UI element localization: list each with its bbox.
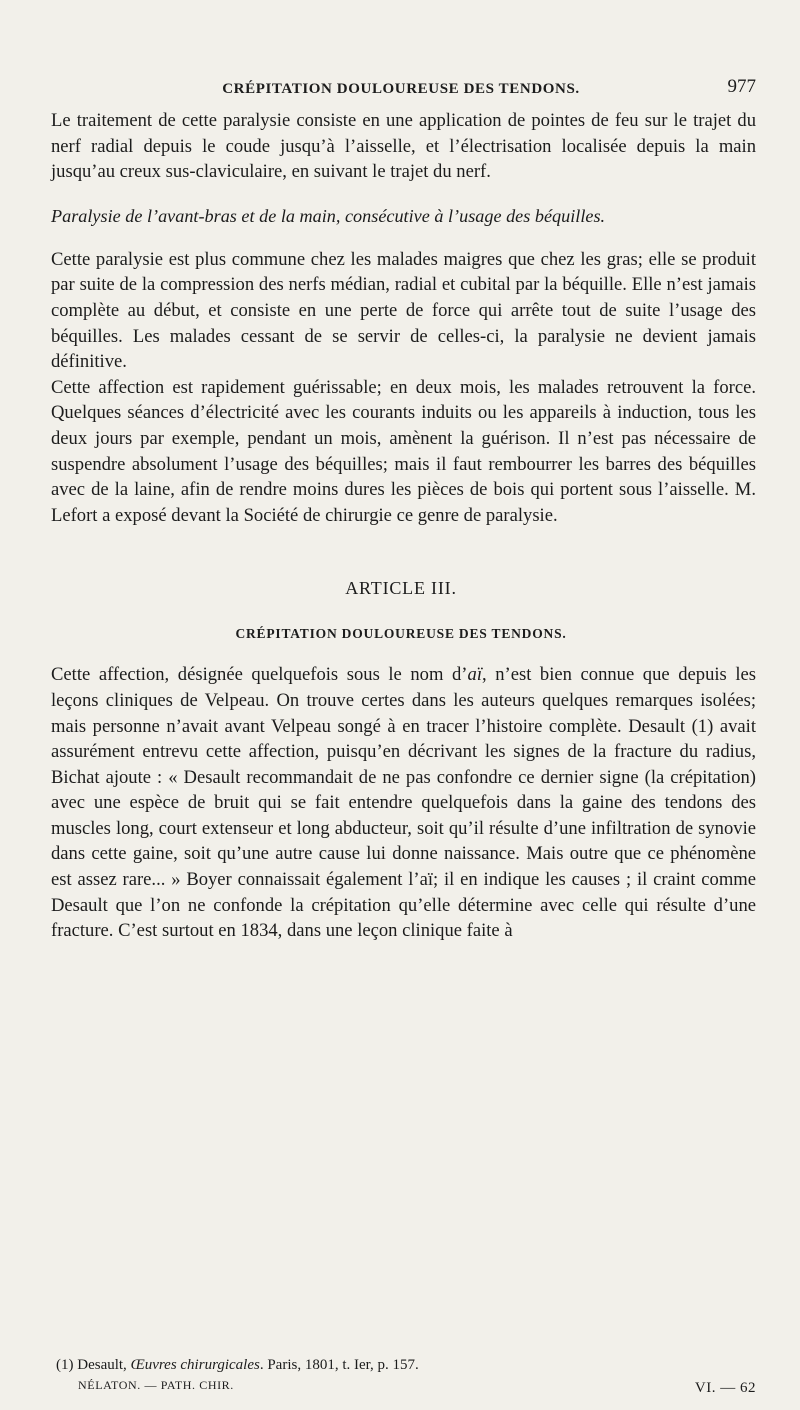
document-page xyxy=(46,78,756,944)
footnote-title: Œuvres chirurgicales xyxy=(130,1357,260,1373)
paragraph-text-rest: , n’est bien connue que depuis les leçons cliniques de Velpeau. On trouve certes dans les auteurs quelques remarques isolées; mais personne n’avait avant Velpeau songé à en tracer l’histoire complète. Desault (1) avait assurément entrevu cette affection, puisqu’en décrivant les signes de la fracture du radius, Bichat ajoute : « Desault recommandait de ne pas confondre ce dernier signe (la crépitation) avec une espèce de bruit qui se fait entendre quelquefois dans la gaine des tendons des muscles long, court extenseur et long abducteur, soit qu’il résulte d’une infiltration de synovie dans cette gaine, soit qu’une autre cause lui donne naissance. Mais outre que ce phénomène est assez rare... » Boyer connaissait également l’aï; il en indique les causes ; il craint comme Desault que l’on ne confonde la crépitation qu’elle détermine avec celle qui résulte d’une fracture. C’est surtout en 1834, dans une leçon clinique faite à xyxy=(51,664,757,942)
running-title: CRÉPITATION DOULOUREUSE DES TENDONS. xyxy=(222,81,580,97)
footnote xyxy=(56,1355,756,1375)
signature-row xyxy=(56,1375,756,1397)
running-header xyxy=(46,78,756,108)
italic-term: aï xyxy=(467,664,482,686)
footnote-ref: (1) Desault, xyxy=(56,1357,131,1373)
footnote-details: . Paris, 1801, t. Ier, p. 157. xyxy=(259,1357,419,1373)
paragraph-text-start: Cette affection, désignée quelquefois sous le nom d’ xyxy=(51,664,468,686)
article-heading: ARTICLE III. xyxy=(345,578,457,599)
article-subtitle: CRÉPITATION DOULOUREUSE DES TENDONS. xyxy=(235,626,567,642)
paragraph-crutch-paralysis: Cette paralysie est plus commune chez les malades maigres que chez les gras; elle se produit par suite de la compression des nerfs médian, radial et cubital par la béquille. Elle n’est jamais complète au début, et consiste en une perte de force qui arrête tout de suite l’usage des béquilles. Les malades cessant de se servir de celles-ci, la paralysie ne devient jamais définitive. xyxy=(51,248,756,373)
page-number: 977 xyxy=(727,76,756,97)
section-subheading: Paralysie de l’avant-bras et de la main, consécutive à l’usage des béquilles. xyxy=(51,205,606,226)
paragraph-treatment: Le traitement de cette paralysie consiste en une application de pointes de feu sur le trajet du nerf radial depuis le coude jusqu’à l’aisselle, et l’électrisation localisée depuis la main jusqu’au creux sus-claviculaire, en suivant le trajet du nerf. xyxy=(51,110,756,183)
paragraph-healing: Cette affection est rapidement guérissable; en deux mois, les malades retrouvent la force. Quelques séances d’électricité avec les courants induits ou les appareils à induction, tous les deux jours par exemple, pendant un mois, amènent la guérison. Il n’est pas nécessaire de suspendre absolument l’usage des béquilles; mais il faut rembourrer les barres des béquilles avec de la laine, afin de rendre moins dures les pièces de bois qui portent sous l’aisselle. M. Lefort a exposé devant la Société de chirurgie ce genre de paralysie. xyxy=(51,376,756,526)
page-footer xyxy=(56,1355,756,1397)
sheet-signature: VI. — 62 xyxy=(694,1380,756,1396)
printer-signature: NÉLATON. — PATH. CHIR. xyxy=(78,1378,234,1392)
paragraph-tendon-crepitation xyxy=(46,662,756,944)
